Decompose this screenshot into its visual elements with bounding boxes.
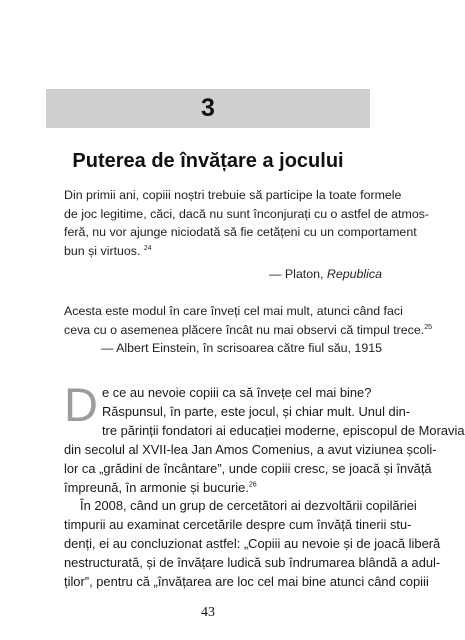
chapter-body [64,378,465,592]
attribution-work: Republica [326,267,382,281]
chapter-title: Puterea de învățare a jocului [72,150,344,172]
body-line: timpurii au examinat cercetările despre cum învăță tinerii stu- [64,517,412,533]
epigraph-plato [64,186,430,284]
quote-line-text: bun și virtuos. [64,243,141,258]
body-line: denți, ei au concluzionat astfel: „Copiii au nevoie și de joacă liberă [64,536,441,552]
body-line: tre părinții fondatori ai educației moderne, episcopul de Moravia [101,422,465,438]
footnote-marker: 26 [248,481,257,489]
quote-line-last [64,242,382,261]
body-line: e ce au nevoie copiii ca să învețe cel mai bine? [101,385,372,400]
body-line: din secolul al XVII-lea Jan Amos Comenius, a avut viziunea școli- [64,441,437,457]
body-line-text: împreună, în armonie și bucurie. [64,479,249,495]
body-line: lor ca „grădini de încântare”, unde copiii cresc, se joacă și învăță [64,460,432,476]
epigraph-einstein [64,302,432,358]
chapter-number-band [46,89,370,128]
quote-line-text: ceva cu o asemenea plăcere încât nu mai observi că timpul trece. [64,322,425,337]
quote-line: Din primii ani, copiii noștri trebuie să participe la toate formele [64,188,402,202]
attribution-author: — Platon, [269,267,327,281]
epigraph-attribution: — Albert Einstein, în scrisoarea către fiul său, 1915 [101,341,382,355]
quote-line-last [64,321,432,340]
body-line-last [64,479,382,498]
body-line: Răspunsul, în parte, este jocul, și chiar mult. Unul din- [101,403,411,419]
quote-line: de joc legitime, căci, dacă nu sunt înconjurați cu o astfel de atmos- [64,206,430,221]
chapter-number: 3 [201,94,215,122]
body-line: nestructurată, și de învățare ludică sub îndrumarea blândă a adul- [64,555,441,571]
body-line: ților”, pentru că „învățarea are loc cel mai bine atunci când copiii [64,574,429,590]
body-line: În 2008, când un grup de cercetători ai dezvoltării copilăriei [80,498,417,514]
footnote-marker: 24 [143,244,152,252]
footnote-marker: 25 [424,323,432,331]
quote-line: Acesta este modul în care înveți cel mai mult, atunci când faci [64,304,403,318]
epigraph-attribution [64,265,382,284]
drop-cap: D [64,378,98,431]
page-number: 43 [201,605,215,620]
quote-line: feră, nu vor ajunge niciodată să fie cetățeni cu un comportament [64,225,417,239]
